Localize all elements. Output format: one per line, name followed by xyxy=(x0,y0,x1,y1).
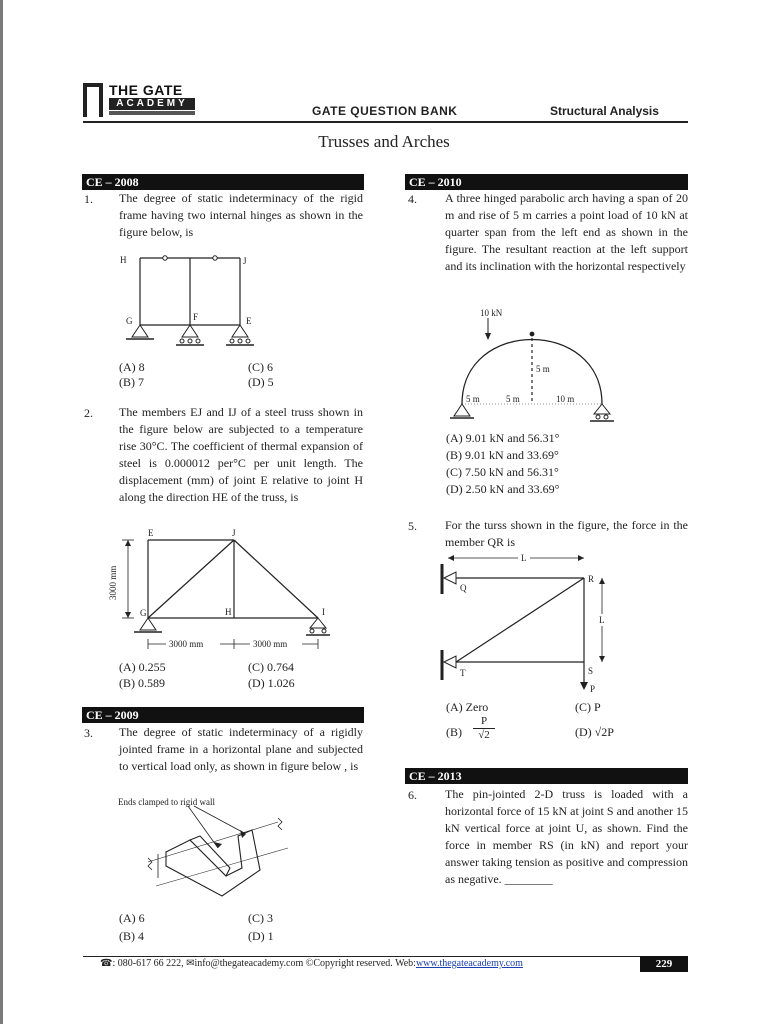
q3-option-c: (C) 3 xyxy=(248,911,273,925)
page-left-rule xyxy=(0,0,3,1024)
footer-rule xyxy=(83,956,688,957)
q1-frame-figure xyxy=(118,250,278,360)
q4-span-c: 10 m xyxy=(556,394,575,404)
q6-number: 6. xyxy=(408,788,417,802)
q3-text: The degree of static indeterminacy of a rigidly jointed frame in a horizontal plane and subjected to vertical load only, as shown in figure below , is xyxy=(119,725,363,773)
q5-option-b-fraction xyxy=(473,715,495,742)
logo-line2: ACADEMY xyxy=(109,98,195,110)
q1-option-c: (C) 6 xyxy=(248,360,273,374)
logo-tagline-bar xyxy=(109,111,195,115)
q4-option-d: (D) 2.50 kN and 33.69° xyxy=(446,482,560,496)
q4-span-b: 5 m xyxy=(506,394,520,404)
q1-label-j: J xyxy=(243,256,247,266)
q1-label-e: E xyxy=(246,316,252,326)
q5-label-p: P xyxy=(590,684,596,694)
q4-option-a: (A) 9.01 kN and 56.31° xyxy=(446,431,560,445)
q2-label-g: G xyxy=(140,608,147,618)
q2-label-j: J xyxy=(232,528,236,538)
q5-option-b-numerator: P xyxy=(480,715,488,727)
q1-option-a: (A) 8 xyxy=(119,360,145,374)
q3-option-b: (B) 4 xyxy=(119,929,144,943)
q5-label-r: R xyxy=(588,574,595,584)
page-number: 229 xyxy=(640,956,688,972)
q5-l2-label: L xyxy=(599,615,605,625)
section-ce-2009: CE – 2009 xyxy=(82,707,364,723)
q1-option-d: (D) 5 xyxy=(248,375,274,389)
q2-label-h: H xyxy=(225,607,232,617)
q1-text: The degree of static indeterminacy of the rigid frame having two internal hinges as shown in the figure below, is xyxy=(119,191,363,239)
footer-website-link[interactable]: www.thegateacademy.com xyxy=(415,958,523,969)
q4-number: 4. xyxy=(408,192,417,206)
q5-label-q: Q xyxy=(460,583,467,593)
q5-option-c: (C) P xyxy=(575,700,601,714)
q6-text: The pin-jointed 2-D truss is loaded with a horizontal force of 15 kN at joint S and another 15 kN vertical force at joint U, as shown. Find the force in member RS (in kN) and report your answer taking tension as positive and compression as negative. ________ xyxy=(445,787,688,886)
q4-option-b: (B) 9.01 kN and 33.69° xyxy=(446,448,559,462)
q2-option-d: (D) 1.026 xyxy=(248,676,295,690)
q2-label-i: I xyxy=(322,607,325,617)
q5-option-b: (B) xyxy=(446,725,462,739)
q5-truss-figure xyxy=(434,550,624,695)
q4-load-label: 10 kN xyxy=(480,308,503,318)
section-ce-2008: CE – 2008 xyxy=(82,174,364,190)
page-title: Trusses and Arches xyxy=(318,132,450,151)
section-ce-2013: CE – 2013 xyxy=(405,768,688,784)
q4-arch-figure xyxy=(448,308,628,433)
q3-frame-figure xyxy=(118,796,298,906)
q5-l1-label: L xyxy=(521,553,527,563)
q5-text: For the turss shown in the figure, the force in the member QR is xyxy=(445,518,688,549)
footer-contact-text: ☎: 080-617 66 222, ✉info@thegateacademy.com ©Copyright reserved. Web: xyxy=(100,958,416,969)
q5-label-t: T xyxy=(460,668,466,678)
q2-label-e: E xyxy=(148,528,154,538)
q1-label-g: G xyxy=(126,316,133,326)
q3-note: Ends clamped to rigid wall xyxy=(118,797,215,807)
logo-line1: THE GATE xyxy=(109,82,183,98)
q1-option-b: (B) 7 xyxy=(119,375,144,389)
academy-logo xyxy=(83,83,198,117)
logo-bracket-icon xyxy=(83,83,103,117)
subject-title: Structural Analysis xyxy=(550,104,659,118)
q2-option-b: (B) 0.589 xyxy=(119,676,165,690)
q2-span1-label: 3000 mm xyxy=(169,639,204,649)
q3-option-d: (D) 1 xyxy=(248,929,274,943)
footer-contact xyxy=(100,958,523,969)
q2-option-a: (A) 0.255 xyxy=(119,660,166,674)
book-title: GATE QUESTION BANK xyxy=(312,104,458,118)
q2-height-label: 3000 mm xyxy=(108,565,118,600)
q1-label-h: H xyxy=(120,255,127,265)
q2-span2-label: 3000 mm xyxy=(253,639,288,649)
q5-label-s: S xyxy=(588,666,594,676)
q5-option-d: (D) √2P xyxy=(575,725,614,739)
q4-text: A three hinged parabolic arch having a span of 20 m and rise of 5 m carries a point load of 10 kN at quarter span from the left end as shown in the figure. The resultant reaction at the left support and its inclination with the horizontal respectively xyxy=(445,191,688,273)
q3-number: 3. xyxy=(84,726,93,740)
q4-option-c: (C) 7.50 kN and 56.31° xyxy=(446,465,559,479)
q2-text: The members EJ and IJ of a steel truss shown in the figure below are subjected to a temperature rise 30°C. The coefficient of thermal expansion of steel is 0.000012 per°C per unit length. The displacement (mm) of joint E relative to joint H along the direction HE of the truss, is xyxy=(119,405,363,504)
q4-span-a: 5 m xyxy=(466,394,480,404)
q1-number: 1. xyxy=(84,192,93,206)
section-ce-2010: CE – 2010 xyxy=(405,174,688,190)
q5-option-a: (A) Zero xyxy=(446,700,489,714)
q4-rise-label: 5 m xyxy=(536,364,550,374)
q5-option-b-denominator: √2 xyxy=(473,728,495,742)
q3-option-a: (A) 6 xyxy=(119,911,145,925)
header-rule xyxy=(83,121,688,123)
q5-number: 5. xyxy=(408,519,417,533)
q2-number: 2. xyxy=(84,406,93,420)
q1-label-f: F xyxy=(193,312,199,322)
q2-option-c: (C) 0.764 xyxy=(248,660,294,674)
q2-truss-figure xyxy=(108,526,338,656)
